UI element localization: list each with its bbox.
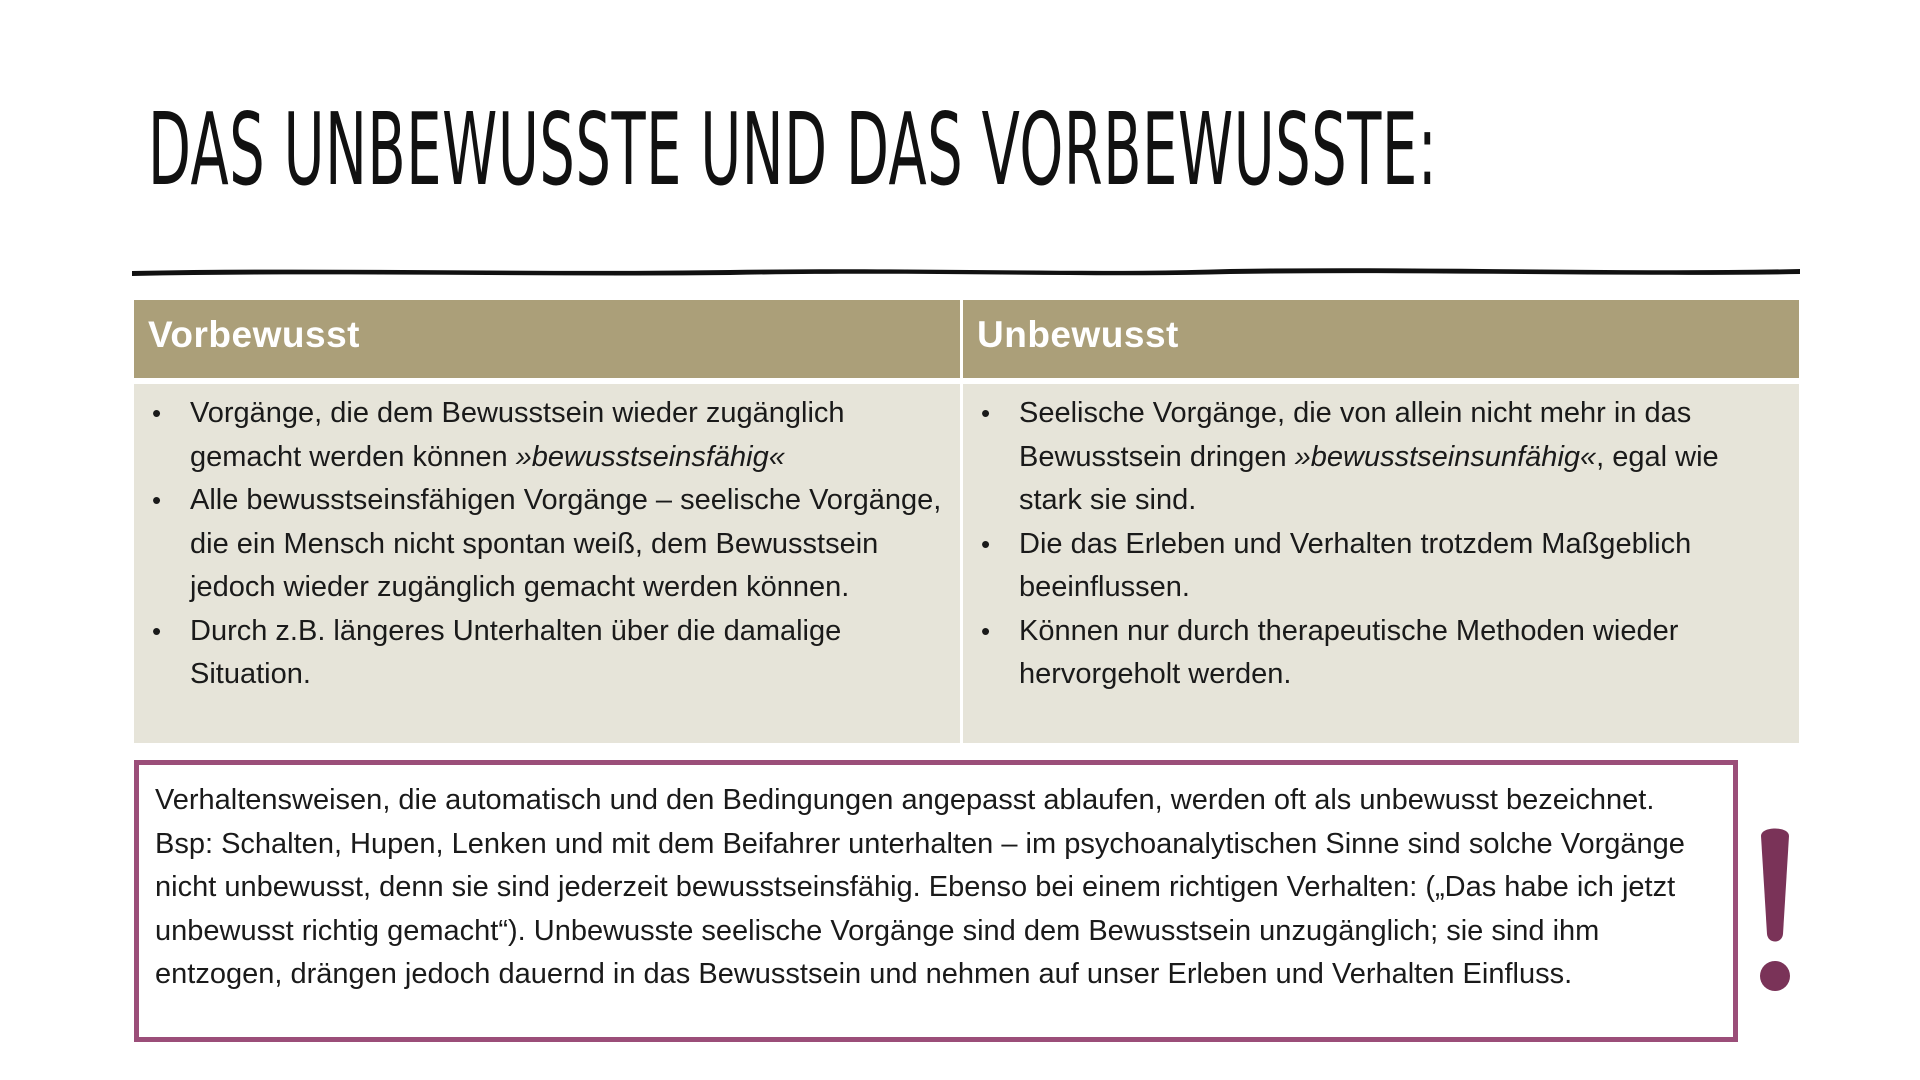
list-item: • Vorgänge, die dem Bewusstsein wieder zugänglich gemacht werden können »bewusstseinsfähig«	[144, 392, 950, 479]
brush-line-divider	[130, 262, 1802, 278]
page-title: DAS UNBEWUSSTE UND DAS VORBEWUSSTE:	[148, 91, 1438, 208]
cell-vorbewusst	[134, 378, 963, 743]
vorbewusst-list	[144, 392, 950, 697]
header-vorbewusst: Vorbewusst	[134, 300, 963, 378]
unbewusst-list	[973, 392, 1789, 697]
list-item: • Die das Erleben und Verhalten trotzdem Maßgeblich beeinflussen.	[973, 523, 1789, 610]
note-box: Verhaltensweisen, die automatisch und den Bedingungen angepasst ablaufen, werden oft als unbewusst bezeichnet. Bsp: Schalten, Hupen, Lenken und mit dem Beifahrer unterhalten – im psychoanalytischen Sinne sind solche Vorgänge nicht unbewusst, denn sie sind jederzeit bewusstseinsfähig. Ebenso bei einem richtigen Verhalten: („Das habe ich jetzt unbewusst richtig gemacht“). Unbewusste seelische Vorgänge sind dem Bewusstsein unzugänglich; sie sind ihm entzogen, drängen jedoch dauernd in das Bewusstsein und nehmen auf unser Erleben und Verhalten Einfluss.	[134, 760, 1738, 1042]
list-item: • Können nur durch therapeutische Methoden wieder hervorgeholt werden.	[973, 610, 1789, 697]
comparison-table	[134, 300, 1799, 743]
list-item: • Seelische Vorgänge, die von allein nicht mehr in das Bewusstsein dringen »bewusstseinsunfähig«, egal wie stark sie sind.	[973, 392, 1789, 523]
header-unbewusst: Unbewusst	[963, 300, 1799, 378]
list-item: • Alle bewusstseinsfähigen Vorgänge – seelische Vorgänge, die ein Mensch nicht spontan weiß, dem Bewusstsein jedoch wieder zugänglich gemacht werden können.	[144, 479, 950, 610]
cell-unbewusst	[963, 378, 1799, 743]
exclamation-icon	[1755, 822, 1795, 992]
list-item: • Durch z.B. längeres Unterhalten über die damalige Situation.	[144, 610, 950, 697]
